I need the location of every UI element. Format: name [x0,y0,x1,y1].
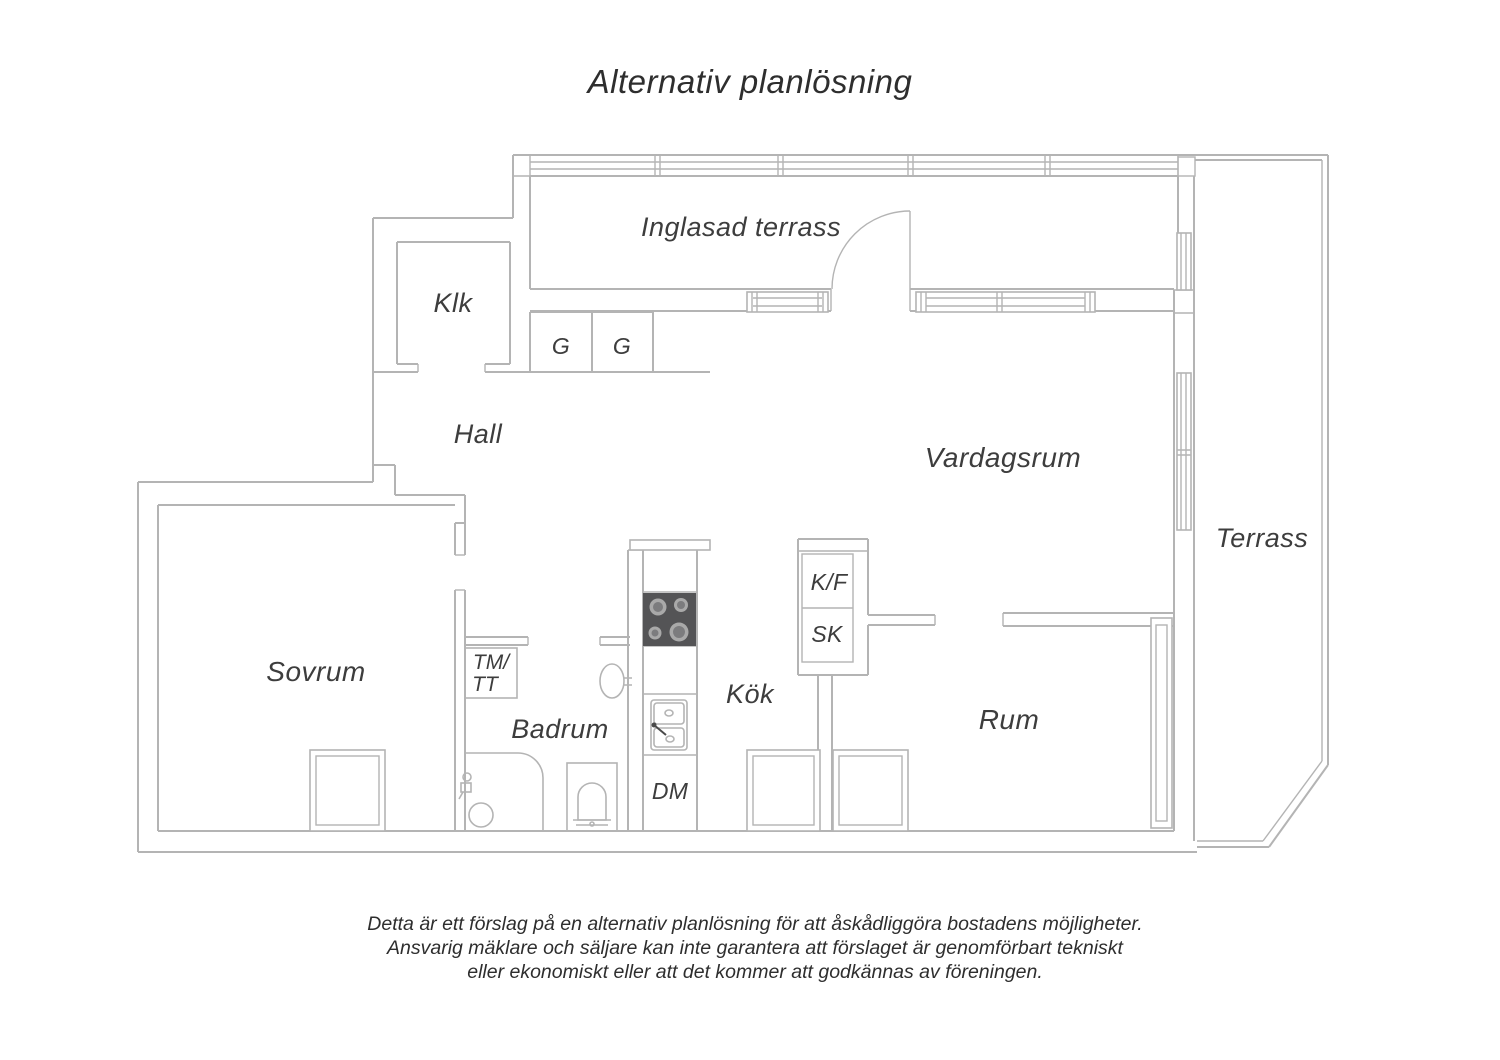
cabinet-label: SK [811,621,843,647]
room-label-hall: Hall [453,419,503,449]
exterior-walls [138,218,1197,852]
toilet [567,763,617,831]
wardrobe-units [530,312,653,373]
room-label-kok: Kök [725,679,775,709]
terrace-wall-windows [747,292,1095,312]
washer-label-line1: TM/ [472,651,510,674]
terrace-door [832,211,910,289]
sovrum-window [310,750,385,831]
page-title: Alternativ planlösning [587,63,913,100]
wardrobe-label-2: G [612,333,632,359]
room-label-badrum: Badrum [511,714,609,744]
shower [459,753,543,831]
disclaimer [367,913,1142,983]
wardrobe-label-1: G [551,333,571,359]
disclaimer-line-3: eller ekonomiskt eller att det kommer att godkännas av föreningen. [467,961,1043,983]
klk-walls [373,242,710,372]
top-window-band [513,155,1328,176]
dishwasher-label: DM [651,778,689,804]
room-label-sovrum: Sovrum [266,656,366,687]
terrass-walls [1195,155,1328,847]
bottom-windows [747,750,908,831]
room-label-vardagsrum: Vardagsrum [924,442,1082,473]
room-label-inglasad-terrass: Inglasad terrass [640,212,842,242]
room-label-klk: Klk [433,288,473,318]
stove [643,593,696,646]
kitchen-sink [651,700,687,750]
room-label-terrass: Terrass [1215,523,1309,553]
rum-east-window [1151,618,1172,828]
fridge-freezer-cabinet [798,539,935,675]
inglasad-terrass-walls [513,155,1174,311]
washer-label-line2: TT [472,673,498,696]
room-label-rum: Rum [978,704,1040,735]
disclaimer-line-2: Ansvarig mäklare och säljare kan inte garantera att förslaget är genomförbart tekniskt [387,937,1123,959]
fridge-freezer-label: K/F [810,569,848,595]
disclaimer-line-1: Detta är ett förslag på en alternativ planlösning för att åskådliggöra bostadens möjligheter. [367,913,1143,935]
east-wall-windows [1174,176,1194,841]
